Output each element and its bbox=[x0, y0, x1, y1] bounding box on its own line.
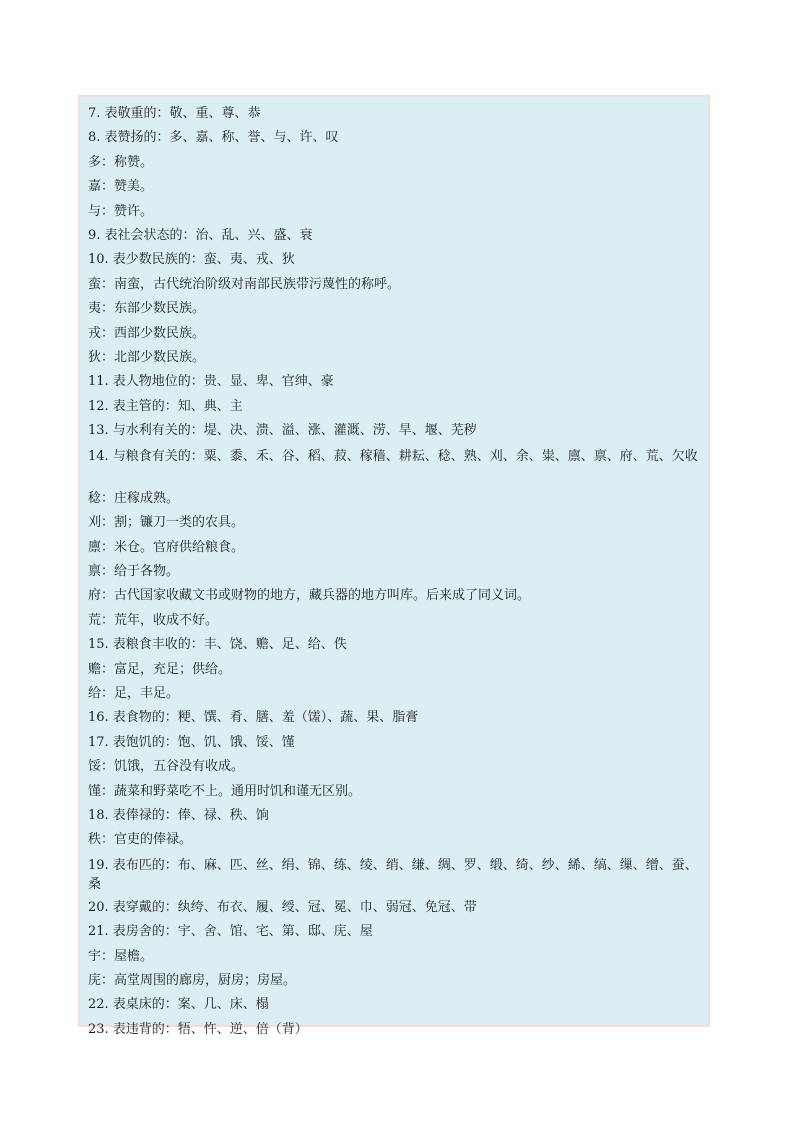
list-item: 馑：蔬菜和野菜吃不上。通用时饥和谨无区别。 bbox=[88, 783, 362, 799]
list-item: 8. 表赞扬的：多、嘉、称、誉、与、许、叹 bbox=[88, 130, 339, 146]
list-item: 戎：西部少数民族。 bbox=[88, 325, 206, 341]
list-item: 9. 表社会状态的：治、乱、兴、盛、衰 bbox=[88, 228, 313, 244]
list-item: 给：足，丰足。 bbox=[88, 685, 180, 701]
list-item: 秩：官吏的俸禄。 bbox=[88, 832, 193, 848]
list-item: 13. 与水利有关的：堤、决、溃、溢、涨、灌溉、涝、旱、堰、芜秽 bbox=[88, 423, 477, 439]
list-item: 庑：高堂周围的廊房，厨房；房屋。 bbox=[88, 973, 297, 988]
list-item: 禀：给于各物。 bbox=[88, 563, 180, 579]
list-item: 10. 表少数民族的：蛮、夷、戎、狄 bbox=[88, 252, 295, 268]
line-list bbox=[88, 102, 704, 1042]
list-item: 21. 表房舍的：宇、舍、馆、宅、第、邸、庑、屋 bbox=[88, 924, 373, 940]
list-item: 夷：东部少数民族。 bbox=[88, 301, 206, 317]
list-item: 16. 表食物的：粳、馔、肴、膳、羞（馐）、蔬、果、脂膏 bbox=[88, 710, 419, 726]
list-item: 府：古代国家收藏文书或财物的地方，藏兵器的地方叫库。后来成了同义词。 bbox=[88, 588, 531, 604]
list-item: 22. 表桌床的：案、几、床、榻 bbox=[88, 997, 269, 1013]
list-item: 23. 表违背的：牾、忤、逆、倍（背） bbox=[88, 1021, 308, 1037]
list-item: 刈：割；镰刀一类的农具。 bbox=[88, 515, 245, 531]
list-item: 嘉：赞美。 bbox=[88, 179, 154, 195]
list-item: 稔：庄稼成熟。 bbox=[88, 490, 180, 506]
list-item: 馁：饥饿，五谷没有收成。 bbox=[88, 759, 245, 775]
list-item: 11. 表人物地位的：贵、显、卑、官绅、豪 bbox=[88, 374, 334, 390]
list-item: 20. 表穿戴的：纨绔、布衣、履、绶、冠、冕、巾、弱冠、免冠、带 bbox=[88, 899, 477, 915]
list-item: 狄：北部少数民族。 bbox=[88, 350, 206, 366]
list-item: 17. 表饱饥的：饱、饥、饿、馁、馑 bbox=[88, 734, 295, 750]
list-item: 19. 表布匹的：布、麻、匹、丝、绢、锦、练、绫、绡、缣、绸、罗、缎、绮、纱、絺、缟、缫、缯、蚕、桑 bbox=[88, 857, 698, 892]
list-item: 荒：荒年，收成不好。 bbox=[88, 612, 219, 628]
list-item: 12. 表主管的：知、典、主 bbox=[88, 398, 243, 414]
list-item: 多：称赞。 bbox=[88, 154, 154, 170]
list-item: 7. 表敬重的：敬、重、尊、恭 bbox=[88, 106, 261, 121]
list-item: 18. 表俸禄的：俸、禄、秩、饷 bbox=[88, 807, 269, 823]
list-item: 14. 与粮食有关的：粟、黍、禾、谷、稻、菽、稼穑、耕耘、稔、熟、刈、余、粜、廪、禀、府、荒、欠收 bbox=[88, 448, 698, 464]
list-item: 赡：富足，充足；供给。 bbox=[88, 661, 232, 677]
list-item: 与：赞许。 bbox=[88, 203, 154, 219]
content-panel bbox=[78, 95, 710, 1037]
list-item: 15. 表粮食丰收的：丰、饶、赡、足、给、佚 bbox=[88, 637, 347, 653]
list-item: 蛮：南蛮，古代统治阶级对南部民族带污蔑性的称呼。 bbox=[88, 276, 401, 292]
list-item: 廪：米仓。官府供给粮食。 bbox=[88, 539, 245, 555]
list-item: 宇：屋檐。 bbox=[88, 948, 154, 964]
